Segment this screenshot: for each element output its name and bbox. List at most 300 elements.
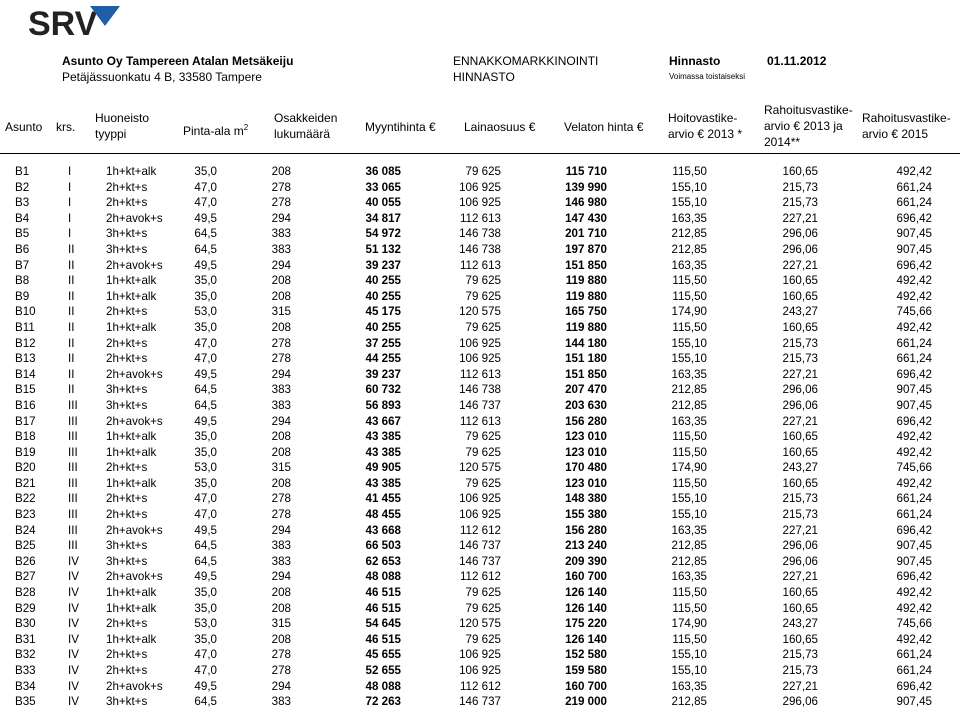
- apartment-type-cell: 1h+kt+alk: [106, 289, 157, 303]
- area-cell: 47,0: [194, 664, 217, 677]
- floor-cell: III: [68, 430, 78, 444]
- floor-cell: III: [68, 476, 78, 490]
- sales-price-cell: 45 655: [365, 648, 401, 662]
- area-cell: 49,5: [194, 523, 217, 537]
- area-cell: 35,0: [194, 289, 217, 303]
- apartment-type-cell: 2h+kt+s: [106, 617, 148, 631]
- loan-share-cell: 146 738: [459, 383, 501, 397]
- financing-fee-2015-cell: 696,42: [896, 367, 932, 381]
- sales-price-cell: 52 655: [365, 664, 401, 677]
- sales-price-cell: 43 668: [365, 523, 401, 537]
- sales-price-cell: 33 065: [365, 180, 401, 194]
- maintenance-fee-2013-cell: 212,85: [671, 695, 707, 709]
- col-hoitovastike-line2: arvio € 2013 *: [668, 127, 743, 141]
- financing-fee-2013-2014-cell: 215,73: [782, 336, 818, 350]
- maintenance-fee-2013-cell: 155,10: [671, 196, 707, 210]
- area-cell: 35,0: [194, 476, 217, 490]
- col-rahoitus2015-line1: Rahoitusvastike-: [862, 111, 951, 125]
- share-count-cell: 294: [271, 258, 291, 272]
- table-row: [0, 367, 960, 383]
- table-row: [0, 304, 960, 320]
- unit-id-cell: B17: [15, 414, 36, 428]
- debt-free-price-cell: 119 880: [565, 320, 607, 334]
- debt-free-price-cell: 156 280: [565, 523, 607, 537]
- floor-cell: III: [68, 508, 78, 522]
- apartment-type-cell: 2h+kt+s: [106, 508, 148, 522]
- apartment-type-cell: 1h+kt+alk: [106, 632, 157, 646]
- maintenance-fee-2013-cell: 155,10: [671, 508, 707, 522]
- area-cell: 35,0: [194, 430, 217, 444]
- share-count-cell: 208: [271, 632, 291, 646]
- financing-fee-2015-cell: 907,45: [896, 383, 932, 397]
- debt-free-price-cell: 197 870: [565, 242, 607, 256]
- share-count-cell: 383: [271, 383, 291, 397]
- financing-fee-2015-cell: 492,42: [896, 586, 932, 600]
- share-count-cell: 208: [271, 274, 291, 288]
- floor-cell: IV: [68, 648, 79, 662]
- area-cell: 47,0: [194, 508, 217, 522]
- unit-id-cell: B8: [15, 274, 30, 288]
- header-divider: [0, 153, 960, 154]
- financing-fee-2013-2014-cell: 243,27: [782, 617, 818, 631]
- unit-id-cell: B9: [15, 289, 30, 303]
- debt-free-price-cell: 151 850: [565, 258, 607, 272]
- unit-id-cell: B11: [15, 320, 35, 334]
- col-rahoitus2013-line1: Rahoitusvastike-: [764, 103, 853, 117]
- sales-price-cell: 40 255: [365, 289, 401, 303]
- loan-share-cell: 120 575: [459, 461, 501, 475]
- table-row: [0, 523, 960, 539]
- financing-fee-2013-2014-cell: 160,65: [782, 165, 818, 178]
- apartment-type-cell: 1h+kt+alk: [106, 445, 157, 459]
- debt-free-price-cell: 201 710: [565, 227, 607, 241]
- apartment-type-cell: 2h+kt+s: [106, 180, 148, 194]
- debt-free-price-cell: 159 580: [565, 664, 607, 677]
- unit-id-cell: B28: [15, 586, 36, 600]
- loan-share-cell: 79 625: [465, 289, 501, 303]
- financing-fee-2013-2014-cell: 227,21: [782, 367, 818, 381]
- financing-fee-2013-2014-cell: 296,06: [782, 383, 818, 397]
- sales-price-cell: 46 515: [365, 586, 401, 600]
- sales-price-cell: 46 515: [365, 601, 401, 615]
- share-count-cell: 278: [271, 196, 291, 210]
- table-row: [0, 351, 960, 367]
- apartment-type-cell: 2h+kt+s: [106, 461, 148, 475]
- share-count-cell: 208: [271, 445, 291, 459]
- area-cell: 49,5: [194, 570, 217, 584]
- financing-fee-2013-2014-cell: 160,65: [782, 445, 818, 459]
- sales-price-cell: 54 972: [365, 227, 401, 241]
- col-huoneisto-line2: tyyppi: [95, 127, 127, 141]
- sales-price-cell: 54 645: [365, 617, 401, 631]
- area-cell: 49,5: [194, 258, 217, 272]
- unit-id-cell: B20: [15, 461, 36, 475]
- floor-cell: I: [68, 211, 72, 225]
- floor-cell: IV: [68, 570, 79, 584]
- debt-free-price-cell: 126 140: [565, 586, 607, 600]
- area-cell: 47,0: [194, 648, 217, 662]
- financing-fee-2015-cell: 492,42: [896, 165, 932, 178]
- table-row: [0, 601, 960, 617]
- table-row: [0, 694, 960, 710]
- col-huoneisto-line1: Huoneisto: [95, 111, 150, 125]
- col-lainaosuus: Lainaosuus €: [464, 120, 536, 134]
- sales-price-cell: 51 132: [365, 242, 401, 256]
- financing-fee-2013-2014-cell: 215,73: [782, 180, 818, 194]
- debt-free-price-cell: 156 280: [565, 414, 607, 428]
- loan-share-cell: 106 925: [459, 664, 501, 677]
- debt-free-price-cell: 115 710: [565, 165, 607, 178]
- share-count-cell: 294: [271, 523, 291, 537]
- maintenance-fee-2013-cell: 163,35: [671, 570, 707, 584]
- unit-id-cell: B2: [15, 180, 30, 194]
- sales-price-cell: 46 515: [365, 632, 401, 646]
- apartment-type-cell: 2h+avok+s: [106, 211, 163, 225]
- maintenance-fee-2013-cell: 212,85: [671, 242, 707, 256]
- financing-fee-2013-2014-cell: 215,73: [782, 664, 818, 677]
- maintenance-fee-2013-cell: 155,10: [671, 492, 707, 506]
- maintenance-fee-2013-cell: 212,85: [671, 383, 707, 397]
- maintenance-fee-2013-cell: 174,90: [671, 305, 707, 319]
- area-cell: 64,5: [194, 695, 217, 709]
- financing-fee-2013-2014-cell: 215,73: [782, 508, 818, 522]
- financing-fee-2013-2014-cell: 160,65: [782, 430, 818, 444]
- table-row: [0, 414, 960, 430]
- area-cell: 53,0: [194, 617, 217, 631]
- sales-price-cell: 36 085: [365, 165, 401, 178]
- sales-price-cell: 43 667: [365, 414, 401, 428]
- floor-cell: I: [68, 165, 72, 178]
- financing-fee-2015-cell: 492,42: [896, 430, 932, 444]
- floor-cell: II: [68, 289, 75, 303]
- col-osakkeiden-line2: lukumäärä: [274, 127, 331, 141]
- validity-note: Voimassa toistaiseksi: [669, 72, 746, 81]
- share-count-cell: 208: [271, 165, 291, 178]
- maintenance-fee-2013-cell: 155,10: [671, 180, 707, 194]
- company-name: Asunto Oy Tampereen Atalan Metsäkeiju: [62, 54, 294, 68]
- loan-share-cell: 146 738: [459, 242, 501, 256]
- share-count-cell: 208: [271, 289, 291, 303]
- floor-cell: III: [68, 414, 78, 428]
- maintenance-fee-2013-cell: 115,50: [672, 430, 707, 444]
- maintenance-fee-2013-cell: 115,50: [672, 165, 707, 178]
- debt-free-price-cell: 209 390: [565, 554, 607, 568]
- table-row: [0, 398, 960, 414]
- unit-id-cell: B31: [15, 632, 36, 646]
- floor-cell: II: [68, 352, 75, 366]
- marketing-subtitle: HINNASTO: [453, 70, 515, 84]
- loan-share-cell: 112 613: [459, 258, 501, 272]
- apartment-type-cell: 2h+kt+s: [106, 648, 148, 662]
- unit-id-cell: B27: [15, 570, 36, 584]
- unit-id-cell: B35: [15, 695, 36, 709]
- floor-cell: IV: [68, 554, 79, 568]
- financing-fee-2013-2014-cell: 215,73: [782, 196, 818, 210]
- table-row: [0, 663, 960, 679]
- debt-free-price-cell: 139 990: [565, 180, 607, 194]
- unit-id-cell: B12: [15, 336, 36, 350]
- financing-fee-2015-cell: 492,42: [896, 274, 932, 288]
- floor-cell: II: [68, 367, 75, 381]
- maintenance-fee-2013-cell: 115,50: [672, 289, 707, 303]
- financing-fee-2013-2014-cell: 296,06: [782, 554, 818, 568]
- sales-price-cell: 41 455: [365, 492, 401, 506]
- area-cell: 64,5: [194, 383, 217, 397]
- area-cell: 35,0: [194, 586, 217, 600]
- apartment-type-cell: 2h+avok+s: [106, 258, 163, 272]
- debt-free-price-cell: 170 480: [565, 461, 607, 475]
- maintenance-fee-2013-cell: 155,10: [671, 352, 707, 366]
- financing-fee-2015-cell: 696,42: [896, 570, 932, 584]
- apartment-type-cell: 2h+kt+s: [106, 196, 148, 210]
- maintenance-fee-2013-cell: 115,50: [672, 601, 707, 615]
- share-count-cell: 383: [271, 227, 291, 241]
- financing-fee-2013-2014-cell: 227,21: [782, 679, 818, 693]
- floor-cell: II: [68, 258, 75, 272]
- maintenance-fee-2013-cell: 115,50: [672, 320, 707, 334]
- company-address: Petäjässuonkatu 4 B, 33580 Tampere: [62, 70, 262, 84]
- table-row: [0, 616, 960, 632]
- area-cell: 53,0: [194, 305, 217, 319]
- floor-cell: II: [68, 305, 75, 319]
- table-row: [0, 632, 960, 648]
- area-cell: 64,5: [194, 539, 217, 553]
- financing-fee-2015-cell: 907,45: [896, 554, 932, 568]
- loan-share-cell: 79 625: [465, 586, 501, 600]
- debt-free-price-cell: 126 140: [565, 601, 607, 615]
- loan-share-cell: 79 625: [465, 165, 501, 178]
- debt-free-price-cell: 144 180: [565, 336, 607, 350]
- financing-fee-2013-2014-cell: 160,65: [782, 274, 818, 288]
- financing-fee-2015-cell: 492,42: [896, 445, 932, 459]
- maintenance-fee-2013-cell: 174,90: [671, 617, 707, 631]
- floor-cell: III: [68, 523, 78, 537]
- maintenance-fee-2013-cell: 212,85: [671, 398, 707, 412]
- sales-price-cell: 56 893: [365, 398, 401, 412]
- unit-id-cell: B26: [15, 554, 36, 568]
- financing-fee-2015-cell: 745,66: [896, 461, 932, 475]
- loan-share-cell: 79 625: [465, 430, 501, 444]
- loan-share-cell: 146 737: [459, 539, 501, 553]
- area-cell: 64,5: [194, 398, 217, 412]
- maintenance-fee-2013-cell: 212,85: [671, 227, 707, 241]
- unit-id-cell: B34: [15, 679, 36, 693]
- floor-cell: IV: [68, 695, 79, 709]
- financing-fee-2015-cell: 661,24: [896, 352, 932, 366]
- area-cell: 49,5: [194, 414, 217, 428]
- financing-fee-2013-2014-cell: 296,06: [782, 227, 818, 241]
- financing-fee-2013-2014-cell: 296,06: [782, 539, 818, 553]
- maintenance-fee-2013-cell: 163,35: [671, 258, 707, 272]
- unit-id-cell: B18: [15, 430, 36, 444]
- share-count-cell: 278: [271, 648, 291, 662]
- debt-free-price-cell: 207 470: [565, 383, 607, 397]
- sales-price-cell: 48 088: [365, 570, 401, 584]
- financing-fee-2015-cell: 745,66: [896, 617, 932, 631]
- share-count-cell: 208: [271, 320, 291, 334]
- area-cell: 64,5: [194, 554, 217, 568]
- area-cell: 35,0: [194, 632, 217, 646]
- loan-share-cell: 112 612: [459, 679, 501, 693]
- apartment-type-cell: 2h+avok+s: [106, 414, 163, 428]
- maintenance-fee-2013-cell: 155,10: [671, 648, 707, 662]
- col-osakkeiden-line1: Osakkeiden: [274, 111, 338, 125]
- debt-free-price-cell: 119 880: [565, 274, 607, 288]
- area-cell: 49,5: [194, 367, 217, 381]
- floor-cell: I: [68, 180, 72, 194]
- financing-fee-2013-2014-cell: 227,21: [782, 211, 818, 225]
- share-count-cell: 383: [271, 695, 291, 709]
- floor-cell: IV: [68, 664, 79, 677]
- financing-fee-2013-2014-cell: 296,06: [782, 242, 818, 256]
- table-row: [0, 445, 960, 461]
- unit-id-cell: B25: [15, 539, 36, 553]
- loan-share-cell: 112 613: [459, 211, 501, 225]
- financing-fee-2013-2014-cell: 243,27: [782, 305, 818, 319]
- loan-share-cell: 106 925: [459, 648, 501, 662]
- col-pinta-ala: Pinta-ala $m^2$: [183, 123, 249, 138]
- floor-cell: IV: [68, 586, 79, 600]
- price-list-date: 01.11.2012: [767, 54, 827, 68]
- unit-id-cell: B16: [15, 398, 36, 412]
- financing-fee-2015-cell: 907,45: [896, 398, 932, 412]
- table-row: [0, 258, 960, 274]
- maintenance-fee-2013-cell: 163,35: [671, 211, 707, 225]
- area-cell: 35,0: [194, 165, 217, 178]
- loan-share-cell: 146 738: [459, 227, 501, 241]
- apartment-type-cell: 2h+kt+s: [106, 336, 148, 350]
- area-cell: 35,0: [194, 445, 217, 459]
- financing-fee-2013-2014-cell: 160,65: [782, 476, 818, 490]
- share-count-cell: 294: [271, 211, 291, 225]
- financing-fee-2013-2014-cell: 296,06: [782, 695, 818, 709]
- unit-id-cell: B3: [15, 196, 30, 210]
- unit-id-cell: B19: [15, 445, 36, 459]
- floor-cell: IV: [68, 601, 79, 615]
- loan-share-cell: 112 613: [459, 367, 501, 381]
- share-count-cell: 315: [271, 305, 291, 319]
- table-row: [0, 491, 960, 507]
- financing-fee-2015-cell: 745,66: [896, 305, 932, 319]
- loan-share-cell: 79 625: [465, 476, 501, 490]
- unit-id-cell: B1: [15, 165, 30, 178]
- apartment-type-cell: 1h+kt+alk: [106, 430, 157, 444]
- unit-id-cell: B22: [15, 492, 36, 506]
- col-myyntihinta: Myyntihinta €: [365, 120, 436, 134]
- area-cell: 49,5: [194, 679, 217, 693]
- financing-fee-2013-2014-cell: 215,73: [782, 352, 818, 366]
- financing-fee-2015-cell: 907,45: [896, 242, 932, 256]
- financing-fee-2013-2014-cell: 227,21: [782, 570, 818, 584]
- loan-share-cell: 79 625: [465, 274, 501, 288]
- area-cell: 47,0: [194, 336, 217, 350]
- debt-free-price-cell: 152 580: [565, 648, 607, 662]
- loan-share-cell: 106 925: [459, 492, 501, 506]
- table-row: [0, 164, 960, 180]
- debt-free-price-cell: 203 630: [565, 398, 607, 412]
- col-rahoitus2015-line2: arvio € 2015: [862, 127, 929, 141]
- debt-free-price-cell: 147 430: [565, 211, 607, 225]
- share-count-cell: 383: [271, 398, 291, 412]
- loan-share-cell: 79 625: [465, 320, 501, 334]
- sales-price-cell: 66 503: [365, 539, 401, 553]
- maintenance-fee-2013-cell: 115,50: [672, 476, 707, 490]
- debt-free-price-cell: 151 180: [565, 352, 607, 366]
- floor-cell: IV: [68, 632, 79, 646]
- floor-cell: II: [68, 320, 75, 334]
- area-cell: 35,0: [194, 601, 217, 615]
- share-count-cell: 278: [271, 336, 291, 350]
- financing-fee-2013-2014-cell: 227,21: [782, 414, 818, 428]
- financing-fee-2015-cell: 696,42: [896, 679, 932, 693]
- financing-fee-2015-cell: 907,45: [896, 539, 932, 553]
- sales-price-cell: 34 817: [365, 211, 401, 225]
- loan-share-cell: 106 925: [459, 508, 501, 522]
- table-row: [0, 273, 960, 289]
- unit-id-cell: B10: [15, 305, 36, 319]
- loan-share-cell: 106 925: [459, 336, 501, 350]
- share-count-cell: 208: [271, 476, 291, 490]
- apartment-type-cell: 2h+avok+s: [106, 523, 163, 537]
- financing-fee-2015-cell: 661,24: [896, 336, 932, 350]
- area-cell: 47,0: [194, 492, 217, 506]
- table-row: [0, 289, 960, 305]
- debt-free-price-cell: 175 220: [565, 617, 607, 631]
- area-cell: 35,0: [194, 320, 217, 334]
- debt-free-price-cell: 213 240: [565, 539, 607, 553]
- debt-free-price-cell: 148 380: [565, 492, 607, 506]
- share-count-cell: 294: [271, 570, 291, 584]
- sales-price-cell: 60 732: [365, 383, 401, 397]
- share-count-cell: 208: [271, 586, 291, 600]
- apartment-type-cell: 2h+kt+s: [106, 305, 148, 319]
- floor-cell: III: [68, 492, 78, 506]
- table-row: [0, 476, 960, 492]
- floor-cell: III: [68, 461, 78, 475]
- apartment-type-cell: 1h+kt+alk: [106, 320, 157, 334]
- col-asunto: Asunto: [5, 120, 43, 134]
- financing-fee-2013-2014-cell: 296,06: [782, 398, 818, 412]
- apartment-type-cell: 1h+kt+alk: [106, 586, 157, 600]
- debt-free-price-cell: 123 010: [565, 476, 607, 490]
- table-row: [0, 320, 960, 336]
- maintenance-fee-2013-cell: 155,10: [671, 336, 707, 350]
- share-count-cell: 383: [271, 554, 291, 568]
- apartment-type-cell: 1h+kt+alk: [106, 165, 157, 178]
- apartment-type-cell: 3h+kt+s: [106, 539, 148, 553]
- debt-free-price-cell: 160 700: [565, 679, 607, 693]
- share-count-cell: 278: [271, 180, 291, 194]
- area-cell: 35,0: [194, 274, 217, 288]
- debt-free-price-cell: 165 750: [565, 305, 607, 319]
- financing-fee-2013-2014-cell: 160,65: [782, 632, 818, 646]
- loan-share-cell: 106 925: [459, 180, 501, 194]
- loan-share-cell: 106 925: [459, 196, 501, 210]
- debt-free-price-cell: 155 380: [565, 508, 607, 522]
- unit-id-cell: B24: [15, 523, 36, 537]
- table-row: [0, 569, 960, 585]
- table-row: [0, 180, 960, 196]
- maintenance-fee-2013-cell: 115,50: [672, 586, 707, 600]
- apartment-type-cell: 1h+kt+alk: [106, 476, 157, 490]
- apartment-type-cell: 2h+kt+s: [106, 664, 148, 677]
- maintenance-fee-2013-cell: 115,50: [672, 274, 707, 288]
- debt-free-price-cell: 151 850: [565, 367, 607, 381]
- floor-cell: IV: [68, 617, 79, 631]
- col-velaton-hinta: Velaton hinta €: [564, 120, 644, 134]
- financing-fee-2015-cell: 661,24: [896, 508, 932, 522]
- loan-share-cell: 112 612: [459, 570, 501, 584]
